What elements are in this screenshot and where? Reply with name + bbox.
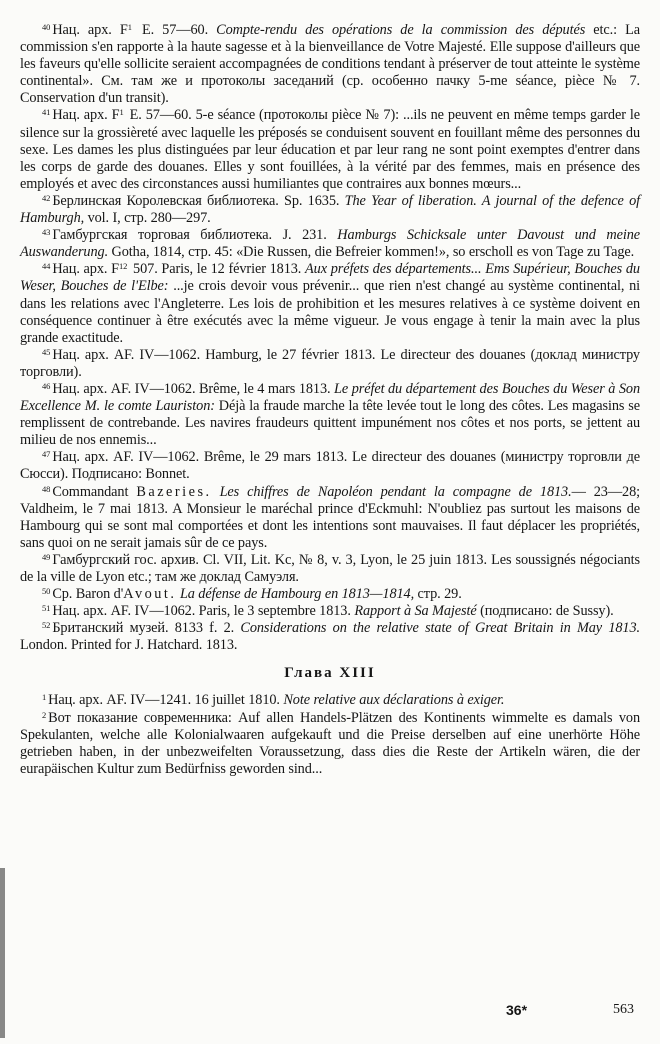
footnote-text: Нац. арх. F [52, 107, 120, 124]
footnote-text: E. 57—60. [133, 22, 217, 38]
footnote-number: 51 [42, 603, 51, 614]
footnote-number: 2 [42, 709, 47, 720]
footnote [20, 552, 640, 586]
footnote-number: 45 [42, 346, 51, 357]
footnote-title-italic: Le préfet du département des Bouches du Weser à Son Excellence M. le comte Lauriston: [20, 380, 640, 415]
footnote-superscript: 1 [127, 22, 132, 32]
footnote-text: Commandant [52, 483, 137, 500]
footnote-title-italic: Aux préfets des départements... Ems Supérieur, Bouches du Weser, Bouches de l'Elbe: [20, 261, 640, 295]
footnote-number: 47 [42, 449, 51, 460]
footnote-text: Гамбургский гос. архив. Cl. VII, Lit. Kc, № 8, v. 3, Lyon, le 25 juin 1813. Les soussignés négociants de la ville de Lyon etc.; там же доклад Самуэля. [20, 551, 640, 585]
footnote-number: 40 [42, 22, 51, 32]
footnote-text [212, 484, 220, 500]
footnote-text: Вот показание современника: Auf allen Handels-Plätzen des Kontinents wimmelte es damals von Spekulanten, welche alle Kolonialwaaren aufgekauft und die Preise derselben auf eine unerhörte Höhe getrieben haben, in der unbezweifelten Voraussetzung, dass dies die Reste der Artikeln wären, die der eurapäischen Kultur zum Bedürfniss geworden sind... [20, 709, 640, 777]
signature-mark: 36* [506, 1002, 528, 1018]
footnote-text: (подписано: de Sussy). [476, 603, 614, 620]
footnote-text: Нац. арх. AF. IV—1062. Brême, le 29 mars 1813. Le directeur des douanes (министру торговли де Сюсси). Подписано: Bonnet. [20, 449, 640, 483]
footnote [20, 381, 640, 449]
footnote-number: 52 [42, 620, 51, 631]
footnote-title-italic: The Year of liberation. A journal of the defence of Hamburgh, [20, 192, 640, 227]
footnote [20, 107, 640, 192]
footnote-superscript: 1 [119, 107, 124, 118]
page-number: 563 [613, 1002, 634, 1017]
footnotes-section-chapter-13 [20, 692, 640, 777]
footnote [20, 347, 640, 381]
footnote-number: 46 [42, 380, 51, 391]
footnote-text: Нац. арх. AF. IV—1241. 16 juillet 1810. [48, 692, 284, 709]
footnote [20, 449, 640, 483]
footnote [20, 603, 640, 620]
footnote-title-italic: La défense de Hambourg en 1813—1814, [179, 586, 415, 603]
footnote-number: 50 [42, 586, 51, 597]
footnote-text: Нац. арх. F [52, 261, 119, 278]
footnote-title-italic: Les chiffres de Napoléon pendant la compagne de 1813. [219, 483, 572, 500]
footnote-text: Нац. арх. AF. IV—1062. Paris, le 3 septembre 1813. [52, 603, 355, 620]
footnote-text: E. 57—60. 5-e séance (протоколы pièce № 7): ...ils ne peuvent en même temps garder le silence sur la grossièreté avec laquelle les préposés se conduisent souvent en fouillant même des personnes du sexe. Les dames les plus distinguées par leur éducation et par leur rang ne sont point exemptes d'entrer dans les corps de garde des douanes. Elles y sont fouillées, à la vérité par des femmes, mais en présence des employés et avec des circonstances aussi humiliantes que contraires aux bonnes mœurs... [20, 107, 640, 192]
footnote-text: Нац. арх. AF. IV—1062. Hamburg, le 27 février 1813. Le directeur des douanes (доклад министру торговли). [20, 346, 640, 380]
footnote-text: Ср. Baron d' [52, 586, 124, 603]
footnote-number: 44 [42, 261, 51, 272]
chapter-heading: Глава XIII [284, 665, 376, 682]
footnote-text: London. Printed for J. Hatchard. 1813. [20, 637, 238, 654]
footnote-number: 42 [42, 192, 51, 203]
footnote-text: Gotha, 1814, стр. 45: «Die Russen, die Befreier kommen!», so erscholl es von Tage zu Tage. [108, 244, 635, 261]
footnotes-section [20, 22, 640, 654]
footnote-superscript: 12 [118, 261, 128, 272]
footnote [20, 620, 640, 654]
footnote [20, 22, 640, 107]
footnote-text: Déjà la fraude marche la tête levée tout le long des côtes. Les magasins se remplissent de contrebande. Les navires fraudeurs quittent impunément nos côtes et nos ports, se jettent au milieu de nos ennemis... [20, 398, 640, 449]
footnote-text: etc.: La commission s'en rapporte à la haute sagesse et à la bienveillance de Votre Majesté. Elle suppose d'ailleurs que les faveurs qu'elle sollicite seraient accompagnées de conditions tendant à préserver de tout atteinte le système continental». См. там же и протоколы заседаний (ср. особенно пачку 5-me séance, pièce № 7. Conservation d'un transit). [20, 22, 640, 107]
footnote-title-italic: Considerations on the relative state of Great Britain in May 1813. [240, 620, 640, 637]
footnote-number: 41 [42, 107, 51, 118]
footnote-title-italic: Note relative aux déclarations à exiger. [283, 692, 505, 709]
footnote-text: Берлинская Королевская библиотека. Sp. 1635. [52, 192, 345, 209]
footnote [20, 193, 640, 227]
footnote-text: Британский музей. 8133 f. 2. [52, 620, 241, 637]
page-footer [20, 1002, 640, 1024]
footnote-text: Avout. [123, 586, 177, 603]
footnote-text: 507. Paris, le 12 février 1813. [129, 261, 306, 278]
footnote [20, 692, 640, 709]
footnote-title-italic: Hamburgs Schicksale unter Davoust und meine Auswanderung. [20, 227, 640, 261]
footnote-text: Bazeries. [136, 483, 212, 500]
footnote [20, 227, 640, 261]
footnote-text: Гамбургская торговая библиотека. J. 231. [52, 227, 338, 244]
footnote-title-italic: Rapport à Sa Majesté [354, 603, 477, 620]
footnote-text: стр. 29. [414, 586, 462, 603]
footnote-text: ...je crois devoir vous prévenir... que rien n'est changé au système continental, ni dans les relations avec l'Angleterre. Les lois de prohibition et les mesures relatives à ce système doivent en conséquence continuer à être exécutés avec la même vigueur. Je vous engage à tenir la main avec la plus grande exactitude. [20, 278, 640, 346]
footnote [20, 484, 640, 552]
footnote-text: Нац. арх. AF. IV—1062. Brême, le 4 mars 1813. [52, 380, 335, 397]
footnote [20, 586, 640, 603]
footnote-title-italic: Compte-rendu des opérations de la commission des députés [216, 22, 586, 38]
page-body [20, 22, 640, 778]
scan-edge-shadow [0, 868, 5, 1038]
footnote [20, 261, 640, 346]
footnote-number: 49 [42, 551, 51, 562]
footnote-text: Нац. арх. F [52, 22, 128, 38]
footnote-number: 1 [42, 692, 47, 703]
footnote [20, 710, 640, 778]
footnote-text: — 23—28; Valdheim, le 7 mai 1813. A Monsieur le maréchal prince d'Eckmuhl: N'oubliez pas surtout les maisons de Hambourg qui se sont mal comportées et dont les intentions sont mauvaises. Il faut déplacer les propriétés, sans quoi on ne serait jamais sûr de ce pays. [20, 483, 641, 551]
footnote-text: vol. I, стр. 280—297. [84, 210, 211, 227]
footnote-number: 43 [42, 227, 51, 238]
footnote-number: 48 [42, 483, 51, 494]
